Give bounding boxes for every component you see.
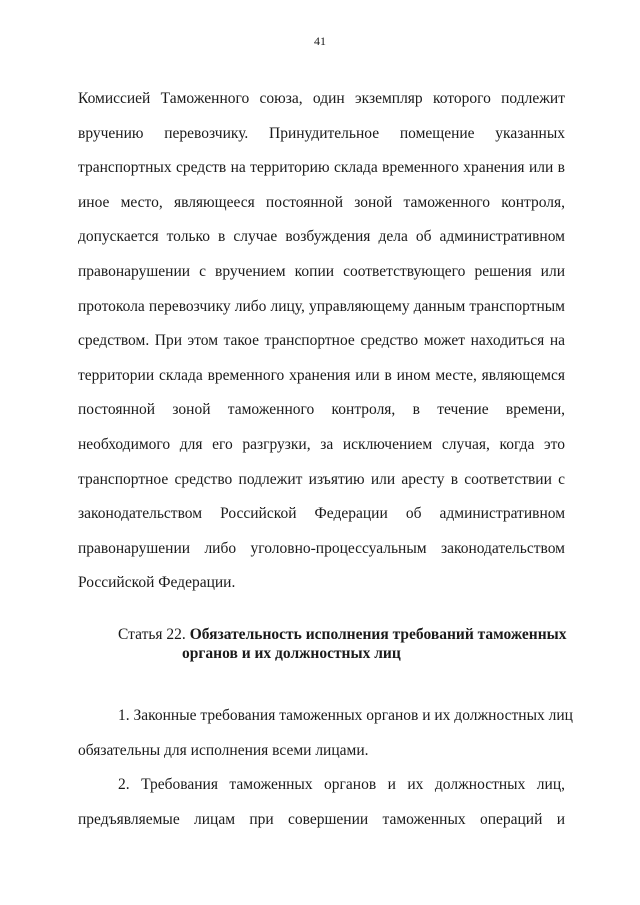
- page-number: 41: [314, 34, 326, 48]
- article-22-body: [78, 699, 573, 837]
- article-title-line-2: органов и их должностных лиц: [182, 645, 401, 662]
- text-line: обязательны для исполнения всеми лицами.: [78, 741, 369, 759]
- text-line: средством. При этом такое транспортное средство может находиться на: [78, 332, 565, 350]
- text-line: 1. Законные требования таможенных органов и их должностных лиц: [118, 707, 573, 724]
- text-line: транспортных средств на территорию склада временного хранения или в: [78, 159, 565, 177]
- text-line: предъявляемые лицам при совершении таможенных операций и: [78, 810, 565, 828]
- text-line: Российской Федерации.: [78, 574, 236, 592]
- article-21-continuation-paragraph: [78, 82, 565, 601]
- text-line: правонарушении либо уголовно-процессуальным законодательством: [78, 539, 565, 557]
- text-line: необходимого для его разгрузки, за исключением случая, когда это: [78, 435, 565, 453]
- article-22-heading: [118, 625, 578, 663]
- text-line: правонарушении с вручением копии соответствующего решения или: [78, 262, 565, 280]
- article-title-line-1: Обязательность исполнения требований таможенных: [189, 626, 567, 643]
- text-line: Комиссией Таможенного союза, один экземпляр которого подлежит: [78, 90, 565, 107]
- text-line: постоянной зоной таможенного контроля, в течение времени,: [78, 401, 565, 419]
- text-line: 2. Требования таможенных органов и их должностных лиц,: [118, 776, 565, 794]
- text-line: допускается только в случае возбуждения дела об административном: [78, 228, 565, 246]
- article-label: Статья 22.: [118, 626, 186, 643]
- text-line: протокола перевозчику либо лицу, управляющему данным транспортным: [78, 297, 565, 315]
- text-line: транспортное средство подлежит изъятию или аресту в соответствии с: [78, 470, 565, 488]
- text-line: законодательством Российской Федерации об административном: [78, 505, 565, 523]
- text-line: территории склада временного хранения или в ином месте, являющемся: [78, 366, 565, 384]
- text-line: иное место, являющееся постоянной зоной таможенного контроля,: [78, 193, 565, 211]
- text-line: вручению перевозчику. Принудительное помещение указанных: [78, 124, 565, 142]
